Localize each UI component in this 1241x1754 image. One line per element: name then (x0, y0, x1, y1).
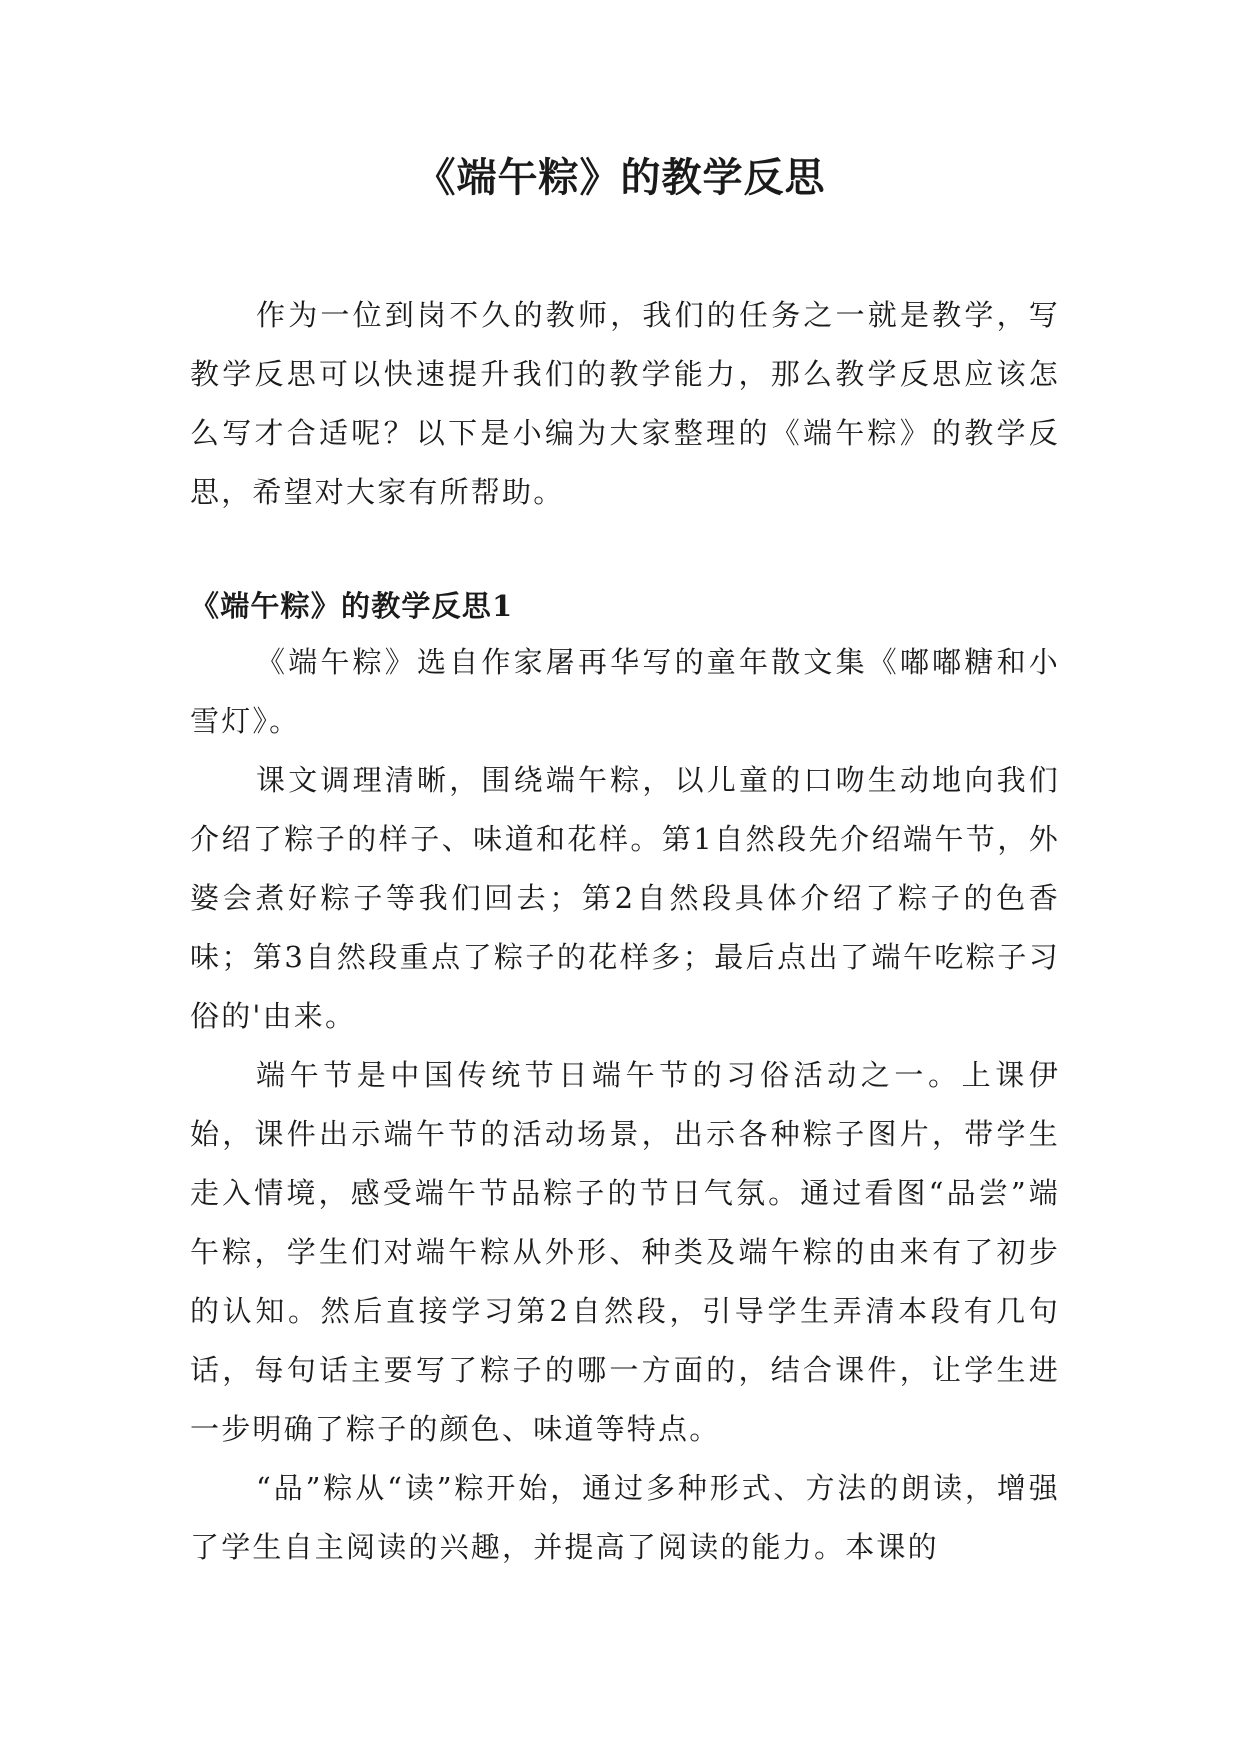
section-heading: 《端午粽》的教学反思1 (190, 589, 514, 623)
paragraph: 《端午粽》选自作家屠再华写的童年散文集《嘟嘟糖和小雪灯》。 (190, 645, 1060, 738)
paragraph: “品”粽从“读”粽开始，通过多种形式、方法的朗读，增强了学生自主阅读的兴趣，并提高了阅读的能力。本课的 (190, 1471, 1060, 1564)
section-body (190, 633, 1060, 1577)
intro-paragraph: 作为一位到岗不久的教师，我们的任务之一就是教学，写教学反思可以快速提升我们的教学能力，那么教学反思应该怎么写才合适呢？以下是小编为大家整理的《端午粽》的教学反思，希望对大家有所帮助。 (190, 298, 1060, 509)
paragraph: 端午节是中国传统节日端午节的习俗活动之一。上课伊始，课件出示端午节的活动场景，出示各种粽子图片，带学生走入情境，感受端午节品粽子的节日气氛。通过看图“品尝”端午粽，学生们对端午粽从外形、种类及端午粽的由来有了初步的认知。然后直接学习第2自然段，引导学生弄清本段有几句话，每句话主要写了粽子的哪一方面的，结合课件，让学生进一步明确了粽子的颜色、味道等特点。 (190, 1058, 1060, 1446)
paragraph: 课文调理清晰，围绕端午粽，以儿童的口吻生动地向我们介绍了粽子的样子、味道和花样。第1自然段先介绍端午节，外婆会煮好粽子等我们回去；第2自然段具体介绍了粽子的色香味；第3自然段重点了粽子的花样多；最后点出了端午吃粽子习俗的'由来。 (190, 763, 1060, 1033)
document-title: 《端午粽》的教学反思 (415, 154, 826, 201)
